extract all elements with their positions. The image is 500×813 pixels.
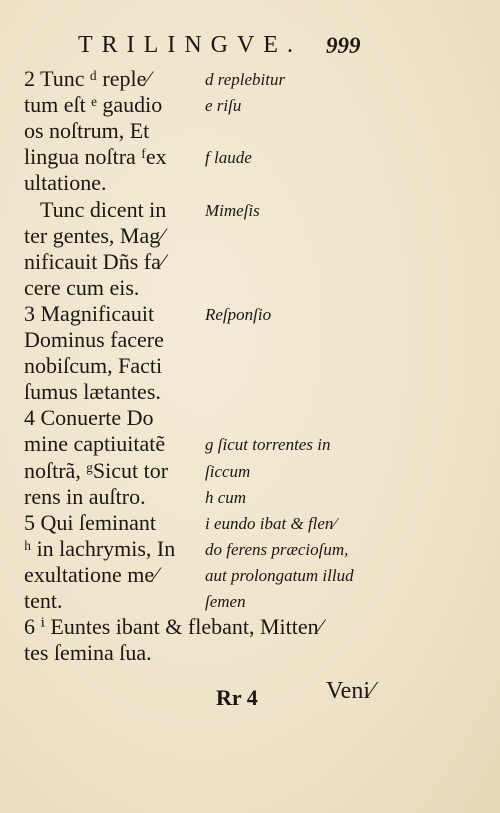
marginal-gloss: do ferens præcioſum, (205, 539, 349, 559)
text-line: 2 Tunc ᵈ reple⁄ (24, 66, 151, 91)
text-line: Tunc dicent in (40, 196, 167, 222)
marginal-gloss: Reſponſio (205, 304, 272, 324)
text-line: 6 ⁱ Euntes ibant & flebant, Mitten⁄ (24, 614, 323, 640)
text-line: 3 Magnificauit (24, 300, 155, 326)
marginal-gloss: aut prolongatum illud (205, 565, 354, 585)
page-number: 999 (326, 33, 361, 58)
running-head: TRILINGVE. (78, 32, 302, 58)
text-line: cere cum eis. (24, 274, 140, 300)
text-line: noſtrã, ᵍSicut tor (24, 457, 169, 483)
text-line: os noſtrum, Et (24, 118, 150, 144)
text-line: tum eſt ᵉ gaudio (24, 92, 163, 118)
text-line: tent. (24, 588, 63, 613)
text-line: ter gentes, Mag⁄ (24, 222, 164, 248)
text-line: rens in auſtro. (24, 483, 146, 509)
marginal-gloss: e riſu (205, 96, 242, 116)
signature-mark: Rr 4 (216, 685, 258, 710)
text-line: 4 Conuerte Do (24, 405, 154, 431)
marginal-gloss: f laude (205, 148, 252, 168)
text-line: nobiſcum, Facti (24, 353, 163, 379)
marginal-gloss: Mimeſis (205, 200, 260, 220)
text-line: Dominus facere (24, 327, 164, 352)
text-line: exultatione me⁄ (24, 561, 158, 587)
marginal-gloss: h cum (205, 487, 247, 507)
marginal-gloss: g ſicut torrentes in (205, 435, 331, 455)
marginal-gloss: ſemen (205, 592, 246, 611)
marginal-gloss: i eundo ibat & flen⁄ (205, 513, 337, 533)
text-line: ſumus lætantes. (24, 379, 161, 405)
text-line: 5 Qui ſeminant (24, 509, 156, 535)
text-line: lingua noſtra ᶠex (24, 144, 167, 170)
catchword: Veni⁄ (326, 678, 374, 704)
text-line: nificauit Dñs fa⁄ (24, 248, 165, 274)
text-line: ʰ in lachrymis, In (24, 535, 176, 561)
marginal-gloss: d replebitur (205, 70, 286, 89)
text-line: mine captiuitatẽ (24, 431, 166, 457)
marginal-gloss: ſiccum (205, 461, 251, 481)
text-line: tes ſemina ſua. (24, 640, 152, 666)
text-line: ultatione. (24, 170, 107, 196)
